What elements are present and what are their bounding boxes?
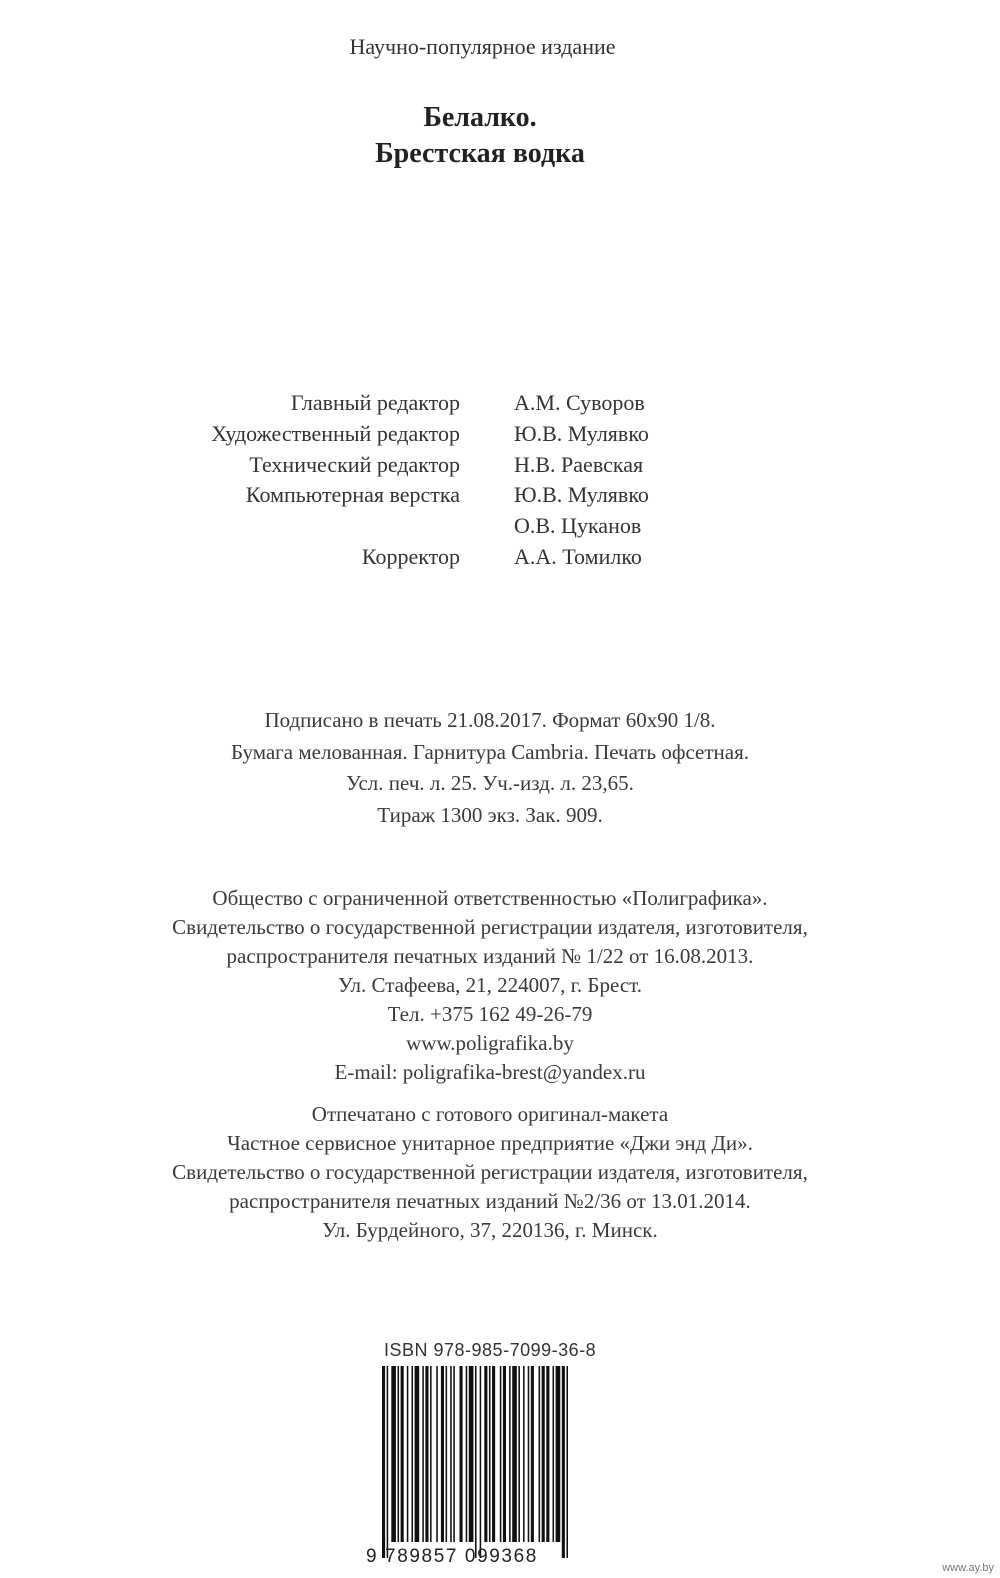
barcode-bar <box>446 1366 448 1542</box>
publisher-line: Тел. +375 162 49-26-79 <box>387 1002 593 1026</box>
print-info <box>0 705 980 831</box>
printer-line: Отпечатано с готового оригинал-макета <box>311 1102 669 1126</box>
print-info-line: Бумага мелованная. Гарнитура Cambria. Печать офсетная. <box>230 739 750 764</box>
barcode-icon <box>382 1366 614 1558</box>
barcode-bar <box>542 1366 545 1542</box>
publisher-info <box>0 884 980 1087</box>
publisher-website: www.poligrafika.by <box>406 1031 574 1055</box>
book-title-line-1: Белалко. <box>423 102 537 133</box>
barcode-bar <box>562 1366 565 1558</box>
barcode-bar <box>450 1366 452 1542</box>
barcode-bar <box>523 1366 525 1542</box>
barcode-bar <box>509 1366 511 1542</box>
barcode-bar <box>512 1366 517 1542</box>
credit-name: Н.В. Раевская <box>514 451 644 477</box>
barcode-bar <box>411 1366 413 1542</box>
barcode-bar <box>469 1366 474 1542</box>
printer-line: Частное сервисное унитарное предприятие «Джи энд Ди». <box>227 1131 753 1155</box>
barcode-bar <box>407 1366 409 1542</box>
barcode-bar <box>460 1366 463 1542</box>
barcode-bar <box>401 1366 404 1542</box>
credit-row <box>0 419 1000 450</box>
credits-list <box>0 388 1000 573</box>
credit-row <box>0 511 1000 542</box>
publisher-email: E-mail: poligrafika-brest@yandex.ru <box>334 1060 646 1084</box>
barcode-bar <box>453 1366 455 1542</box>
barcode-bar <box>387 1366 389 1558</box>
credit-row <box>0 480 1000 511</box>
publisher-line: Общество с ограниченной ответственностью «Полиграфика». <box>212 886 768 910</box>
barcode-bar <box>391 1366 396 1542</box>
barcode-bar <box>546 1366 549 1542</box>
publisher-line: распространителя печатных изданий № 1/22 от 16.08.2013. <box>226 944 754 968</box>
printer-info <box>0 1100 980 1245</box>
book-title-line-2: Брестская водка <box>375 138 585 169</box>
credit-name: О.В. Цуканов <box>514 513 642 539</box>
genre-label: Научно-популярное издание <box>349 34 616 59</box>
credit-row <box>0 450 1000 481</box>
print-info-line: Подписано в печать 21.08.2017. Формат 60x90 1/8. <box>264 708 716 732</box>
barcode-bar <box>425 1366 428 1542</box>
print-info-line: Тираж 1300 экз. Зак. 909. <box>377 802 603 827</box>
watermark: www.ay.by <box>942 1562 994 1574</box>
barcode-bar <box>553 1366 555 1542</box>
barcode-bar <box>466 1366 468 1542</box>
barcode-bar <box>398 1366 400 1542</box>
barcode-bar <box>531 1366 534 1542</box>
barcode-bar <box>500 1366 502 1542</box>
barcode-bar <box>415 1366 420 1542</box>
credit-name: Ю.В. Мулявко <box>514 482 649 508</box>
print-info-line: Усл. печ. л. 25. Уч.-изд. л. 23,65. <box>346 771 634 795</box>
barcode-bar <box>480 1366 482 1558</box>
barcode-bar <box>492 1366 495 1542</box>
book-title <box>0 100 960 172</box>
printer-line: Свидетельство о государственной регистрации издателя, изготовителя, <box>172 1160 808 1184</box>
barcode-bar <box>475 1366 477 1558</box>
barcode-bar <box>503 1366 506 1542</box>
barcode-bar <box>430 1366 432 1542</box>
barcode-bar <box>422 1366 424 1542</box>
barcode-bar <box>436 1366 438 1542</box>
barcode-bar <box>489 1366 491 1542</box>
barcode-bar <box>539 1366 541 1542</box>
credit-row <box>0 542 1000 573</box>
credit-row <box>0 388 1000 419</box>
printer-line: распространителя печатных изданий №2/36 от 13.01.2014. <box>229 1189 751 1213</box>
barcode-bar <box>382 1366 385 1558</box>
credit-role: Компьютерная верстка <box>245 482 460 508</box>
publisher-line: Свидетельство о государственной регистрации издателя, изготовителя, <box>172 915 808 939</box>
credit-name: А.М. Суворов <box>514 390 645 415</box>
barcode-bar <box>518 1366 520 1542</box>
credit-role: Художественный редактор <box>211 420 460 446</box>
printer-line: Ул. Бурдейного, 37, 220136, г. Минск. <box>322 1218 658 1242</box>
isbn-label: ISBN 978-985-7099-36-8 <box>384 1340 597 1360</box>
publisher-line: Ул. Стафеева, 21, 224007, г. Брест. <box>338 973 642 997</box>
barcode-bar <box>528 1366 530 1542</box>
credit-role: Корректор <box>361 543 460 569</box>
barcode-bar <box>566 1366 568 1558</box>
credit-role: Главный редактор <box>290 390 460 415</box>
barcode-bar <box>556 1366 561 1542</box>
credit-name: Ю.В. Мулявко <box>514 420 649 446</box>
credit-role: Технический редактор <box>249 451 460 477</box>
barcode-bar <box>441 1366 444 1542</box>
credit-name: А.А. Томилко <box>514 543 642 569</box>
barcode-digits: 9 789857 099368 <box>366 1546 538 1567</box>
barcode-bar <box>484 1366 487 1542</box>
